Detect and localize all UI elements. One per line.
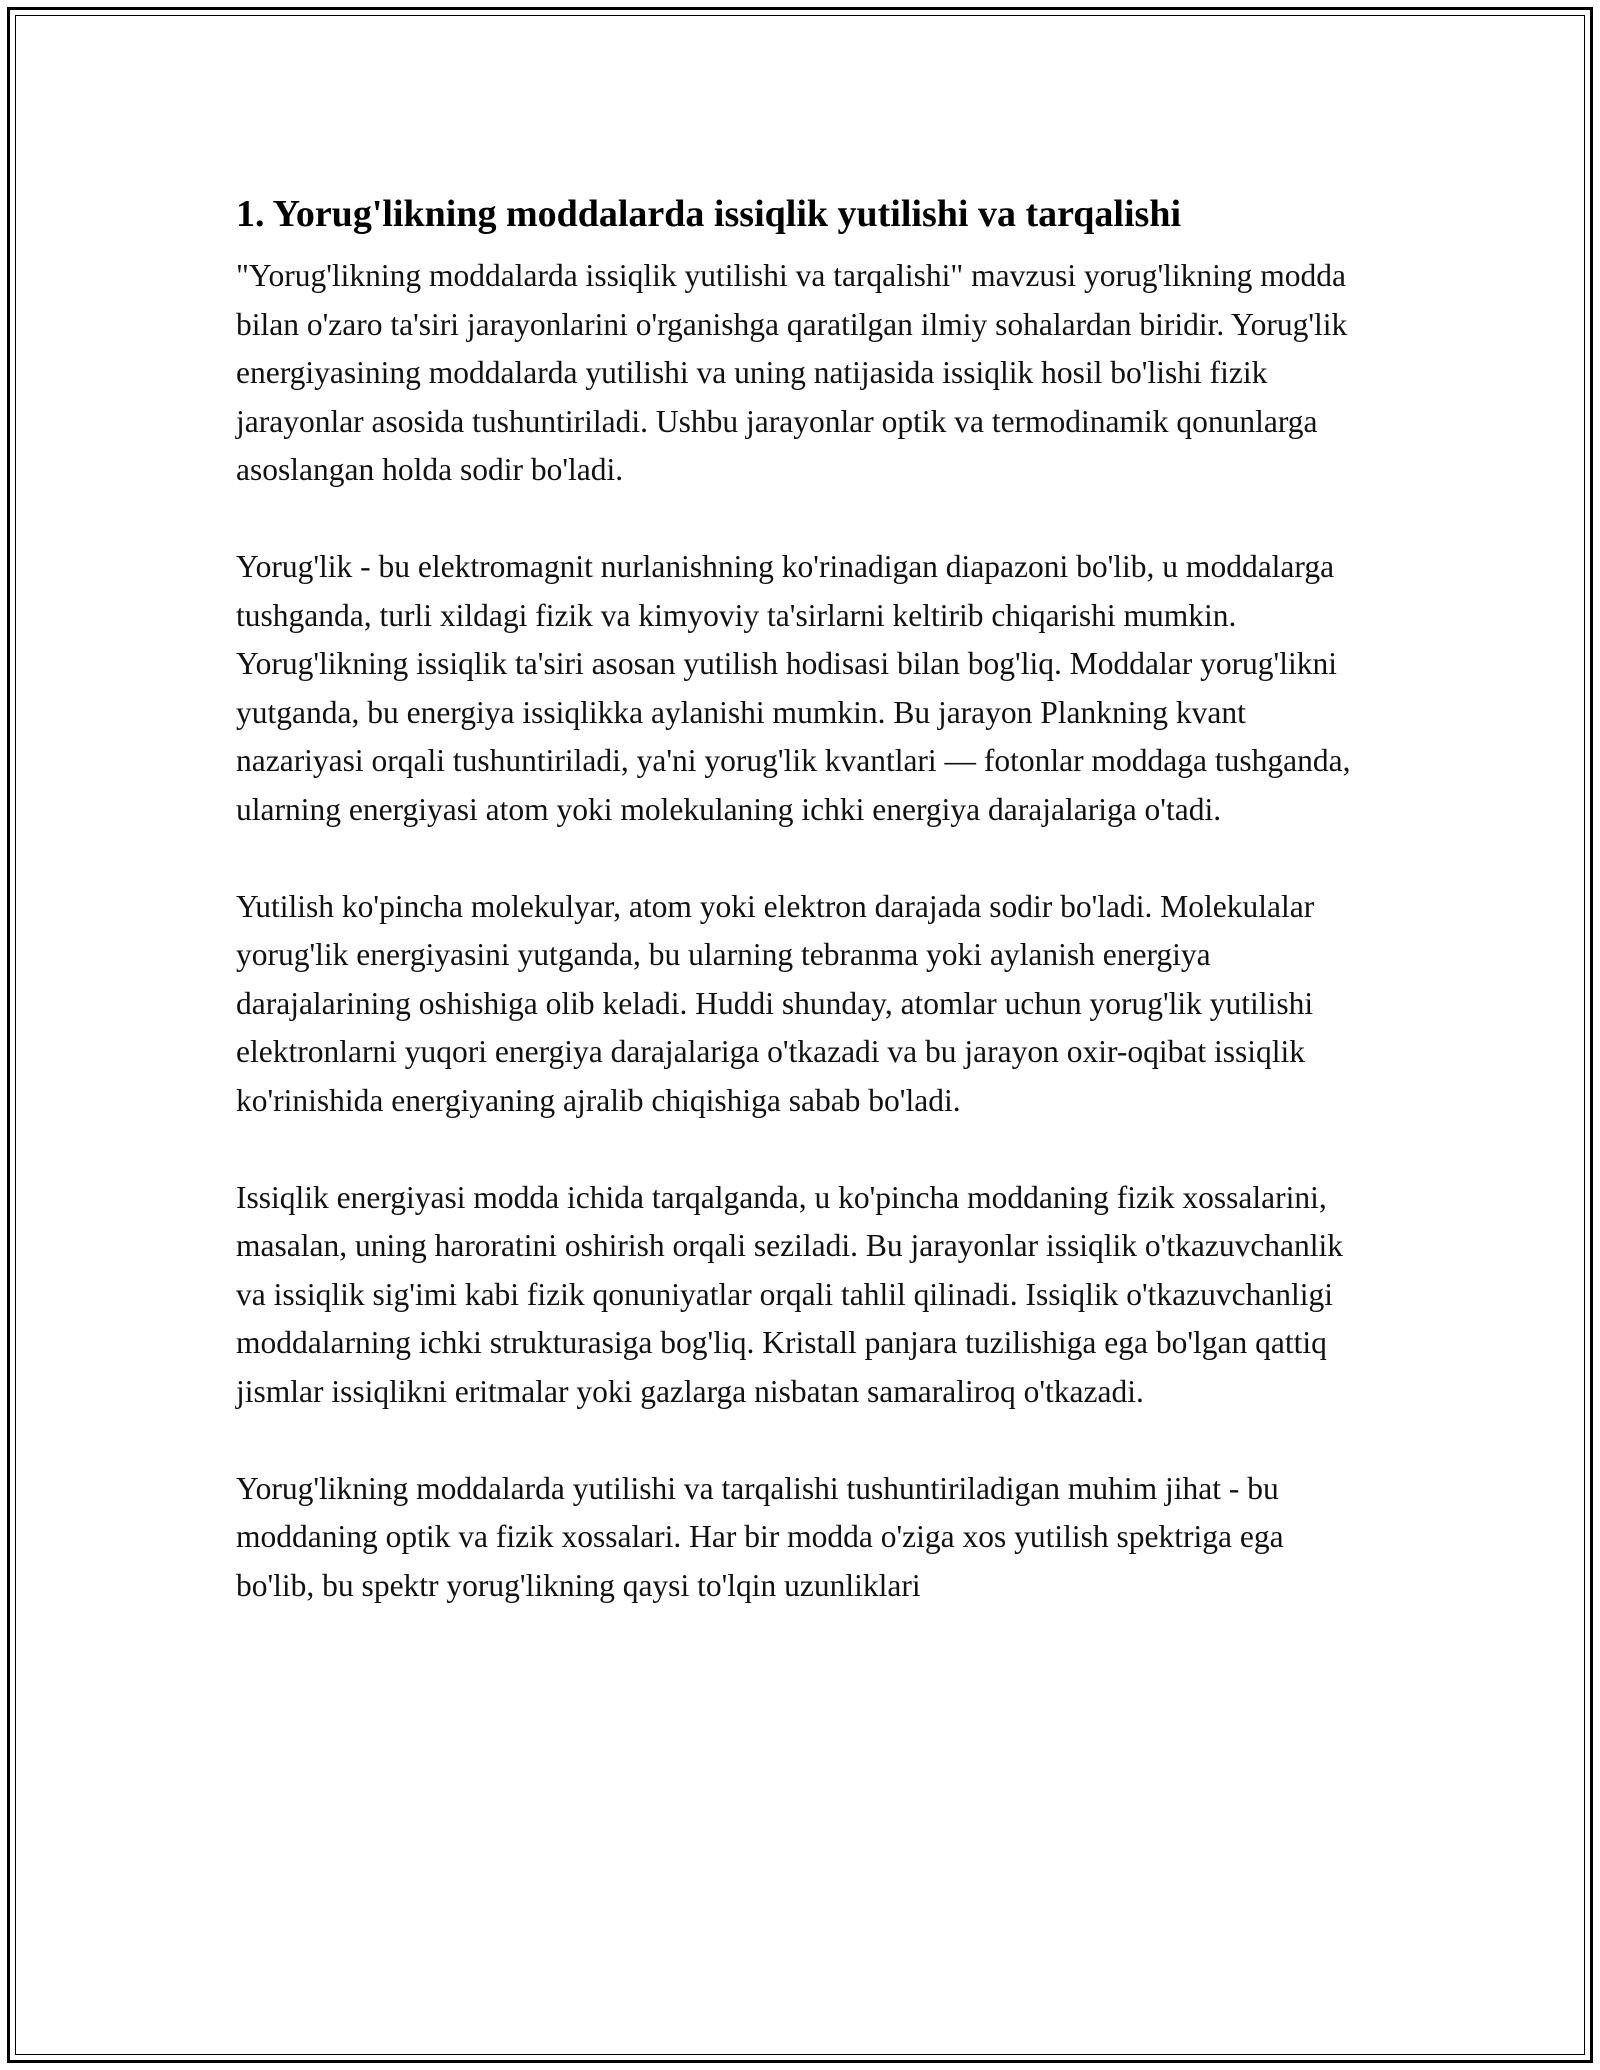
section-heading: 1. Yorug'likning moddalarda issiqlik yutilishi va tarqalishi [236, 193, 1182, 235]
paragraph-1: "Yorug'likning moddalarda issiqlik yutilishi va tarqalishi" mavzusi yorug'likning modda bilan o'zaro ta'siri jarayonlarini o'rganishga qaratilgan ilmiy sohalardan biridir. Yorug'lik energiyasining moddalarda yutilishi va uning natijasida issiqlik hosil bo'lishi fizik jarayonlar asosida tushuntiriladi. Ushbu jarayonlar optik va termodinamik qonunlarga asoslangan holda sodir bo'ladi. [236, 258, 1348, 487]
paragraph-2: Yorug'lik - bu elektromagnit nurlanishning ko'rinadigan diapazoni bo'lib, u moddalarga tushganda, turli xildagi fizik va kimyoviy ta'sirlarni keltirib chiqarishi mumkin. Yorug'likning issiqlik ta'siri asosan yutilish hodisasi bilan bog'liq. Moddalar yorug'likni yutganda, bu energiya issiqlikka aylanishi mumkin. Bu jarayon Plankning kvant nazariyasi orqali tushuntiriladi, ya'ni yorug'lik kvantlari — fotonlar moddaga tushganda, ularning energiyasi atom yoki molekulaning ichki energiya darajalariga o'tadi. [236, 549, 1351, 827]
paragraph-3: Yutilish ko'pincha molekulyar, atom yoki elektron darajada sodir bo'ladi. Molekulalar yorug'lik energiyasini yutganda, bu ularning tebranma yoki aylanish energiya darajalarining oshishiga olib keladi. Huddi shunday, atomlar uchun yorug'lik yutilishi elektronlarni yuqori energiya darajalariga o'tkazadi va bu jarayon oxir-oqibat issiqlik ko'rinishida energiyaning ajralib chiqishiga sabab bo'ladi. [236, 888, 1315, 1118]
paragraph-4: Issiqlik energiyasi modda ichida tarqalganda, u ko'pincha moddaning fizik xossalarini, masalan, uning haroratini oshirish orqali seziladi. Bu jarayonlar issiqlik o'tkazuvchanlik va issiqlik sig'imi kabi fizik qonuniyatlar orqali tahlil qilinadi. Issiqlik o'tkazuvchanligi moddalarning ichki strukturasiga bog'liq. Kristall panjara tuzilishiga ega bo'lgan qattiq jismlar issiqlikni eritmalar yoki gazlarga nisbatan samaraliroq o'tkazadi. [236, 1179, 1344, 1409]
document-body [236, 186, 1356, 1659]
paragraph-5: Yorug'likning moddalarda yutilishi va tarqalishi tushuntiriladigan muhim jihat - bu moddaning optik va fizik xossalari. Har bir modda o'ziga xos yutilish spektriga ega bo'lib, bu spektr yorug'likning qaysi to'lqin uzunliklari [236, 1470, 1284, 1603]
